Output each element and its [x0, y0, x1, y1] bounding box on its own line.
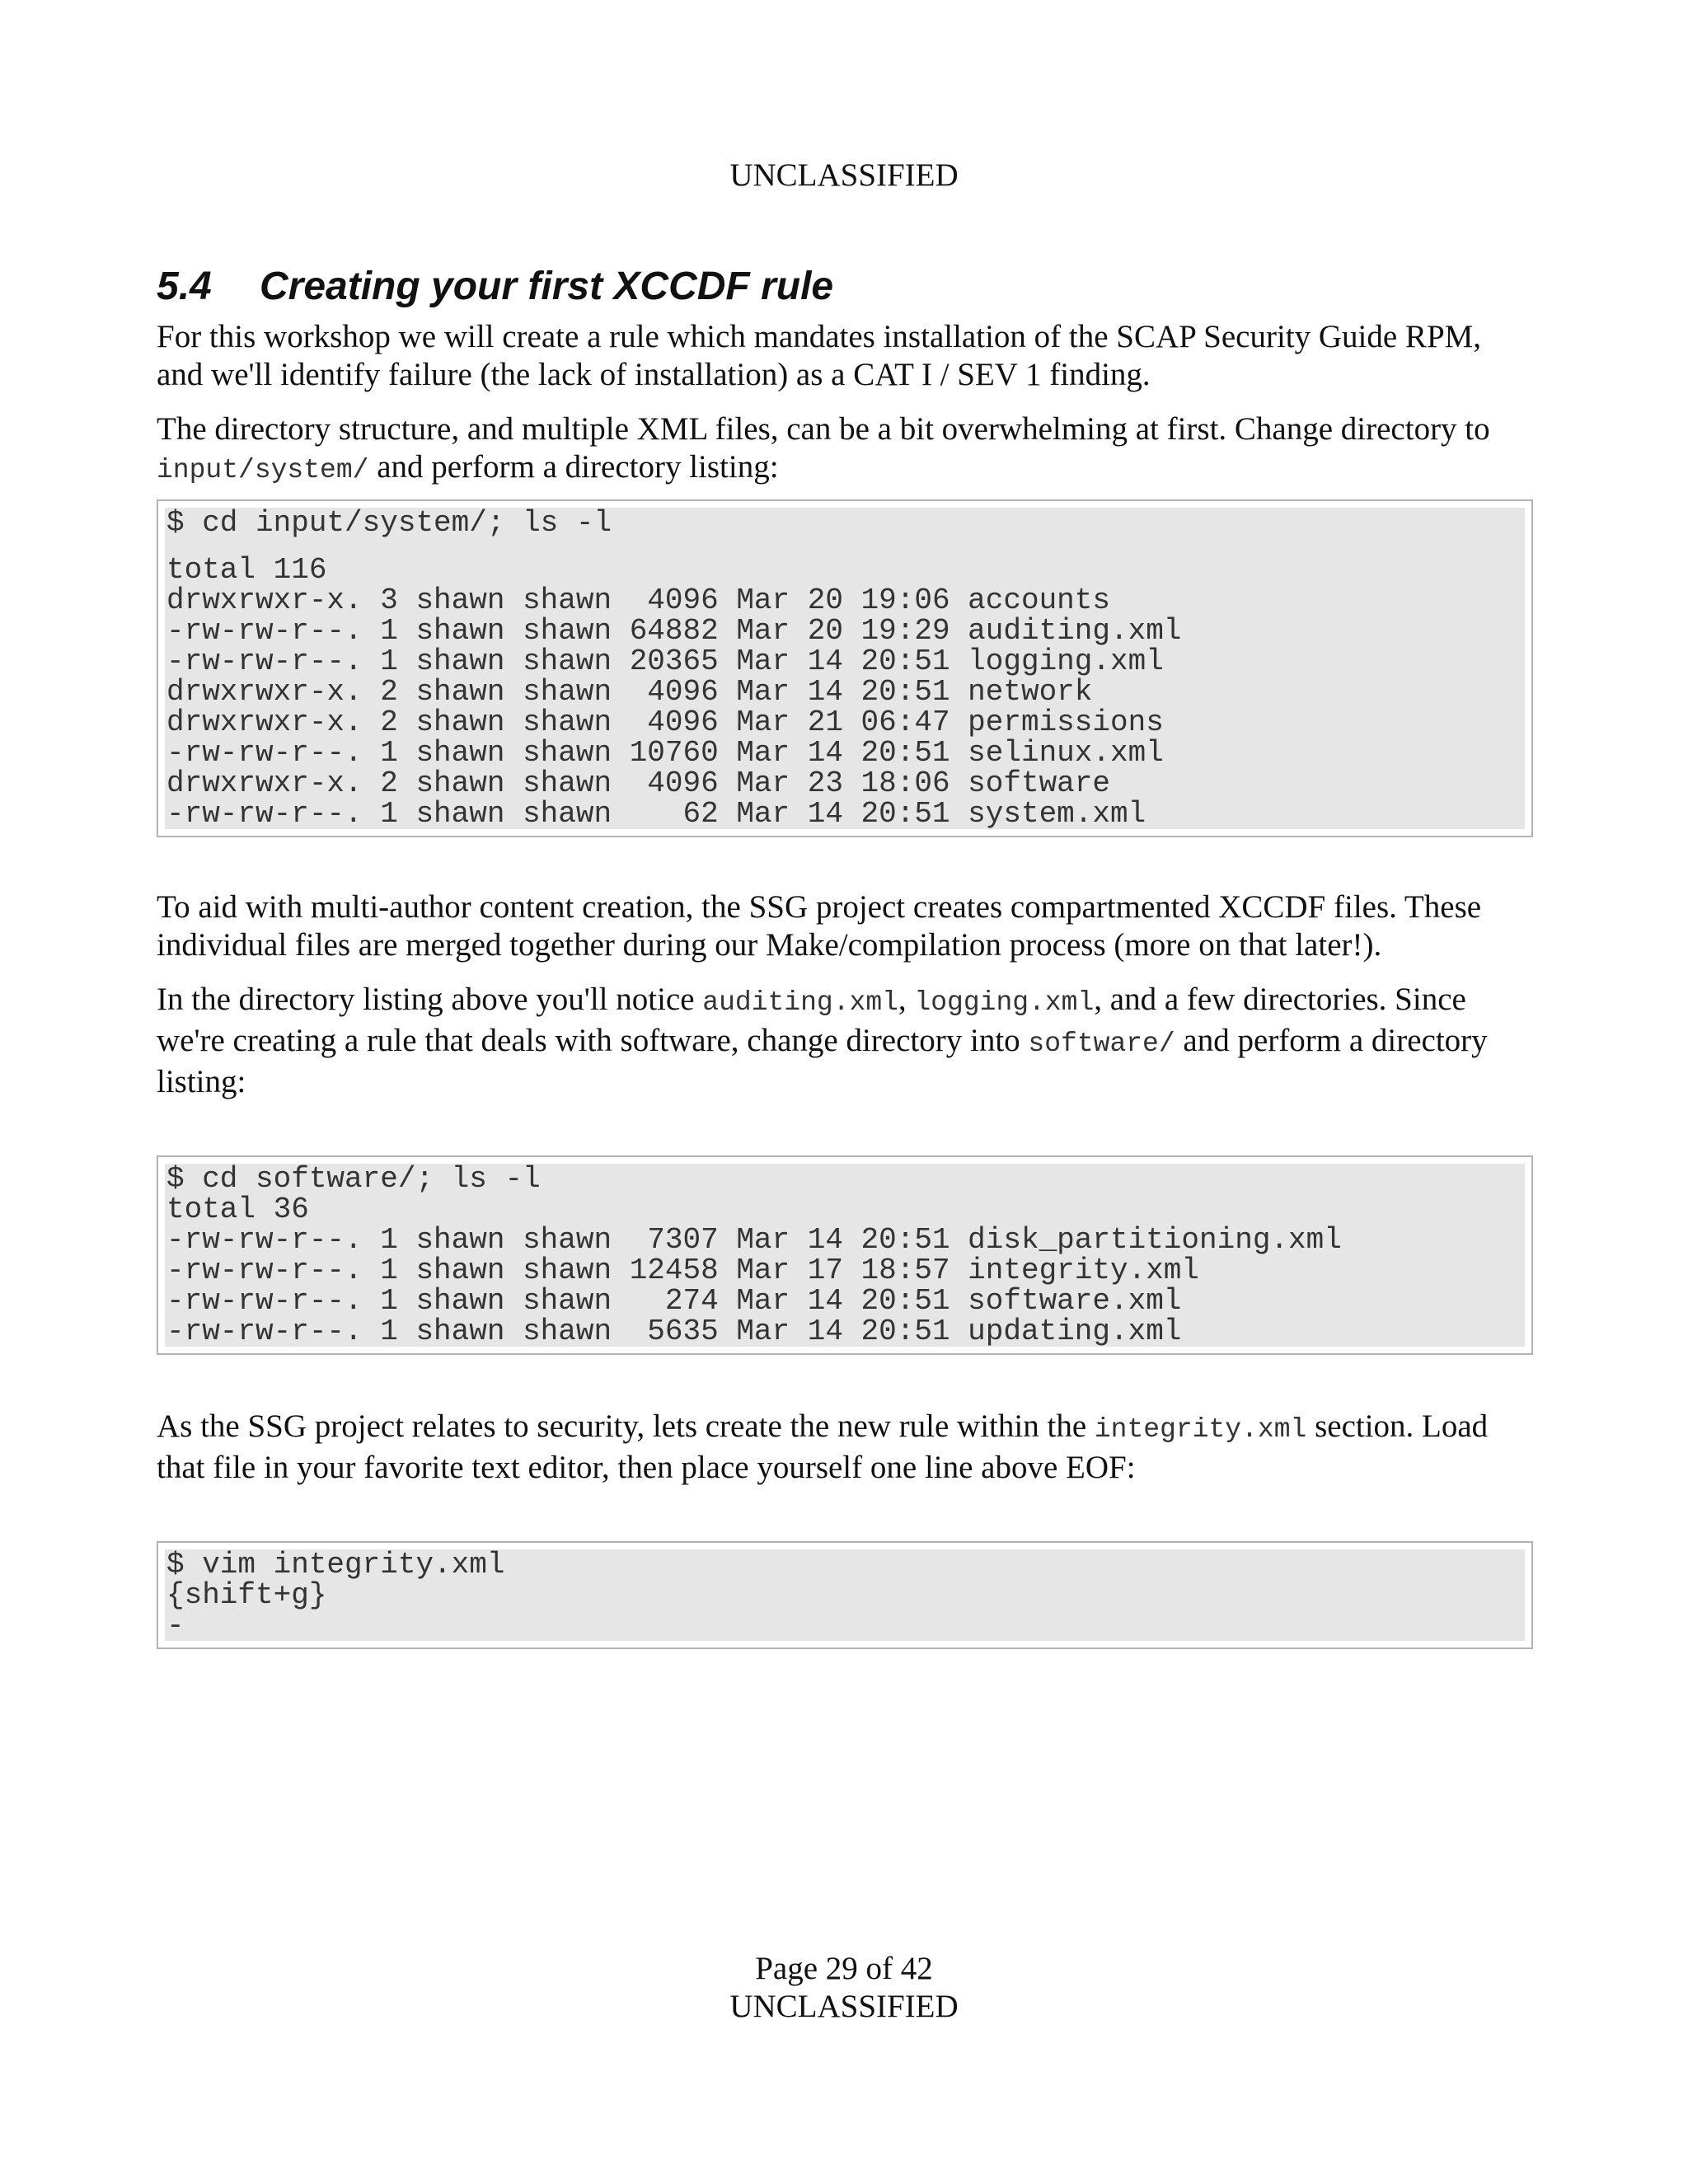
code-block-system-content: [165, 508, 1525, 829]
code-line: -rw-rw-r--. 1 shawn shawn 274 Mar 14 20:51 software.xml: [166, 1284, 1182, 1318]
code-line: -rw-rw-r--. 1 shawn shawn 64882 Mar 20 19:29 auditing.xml: [166, 614, 1182, 648]
p4-code-software: software/: [1028, 1029, 1175, 1059]
p2-text-before: The directory structure, and multiple XML files, can be a bit overwhelming at first. Change directory to: [157, 411, 1490, 447]
code-line: -rw-rw-r--. 1 shawn shawn 7307 Mar 14 20:51 disk_partitioning.xml: [166, 1223, 1342, 1257]
p4-text-b: ,: [898, 982, 915, 1017]
p2-text-after: and perform a directory listing:: [368, 449, 779, 485]
footer-classification: UNCLASSIFIED: [729, 1989, 959, 2024]
code-line: -rw-rw-r--. 1 shawn shawn 5635 Mar 14 20:51 updating.xml: [166, 1315, 1182, 1347]
code-block-software-content: [165, 1164, 1525, 1347]
header-classification: UNCLASSIFIED: [729, 157, 959, 193]
code-blank-line: [166, 538, 1523, 555]
code-line: $ cd software/; ls -l: [166, 1164, 541, 1196]
p4-text-c: , and a few directories. Since we're creating a rule that deals with software, change directory into: [157, 982, 1466, 1058]
p4-text-a: In the directory listing above you'll notice: [157, 982, 703, 1017]
code-block-software-listing: [157, 1155, 1533, 1355]
paragraph-compartmented: To aid with multi-author content creation, the SSG project creates compartmented XCCDF files. These individual files are merged together during our Make/compilation process (more on that later!).: [157, 889, 1482, 963]
code-line: drwxrwxr-x. 2 shawn shawn 4096 Mar 14 20:51 network: [166, 675, 1093, 709]
code-line: -rw-rw-r--. 1 shawn shawn 12458 Mar 17 18:57 integrity.xml: [166, 1254, 1200, 1287]
section-number: 5.4: [157, 265, 212, 308]
code-block-system-listing: [157, 499, 1533, 837]
intro-paragraph-2: [157, 410, 1533, 490]
p4-code-logging: logging.xml: [914, 987, 1095, 1018]
code-line: -: [166, 1609, 185, 1641]
code-line: total 116: [166, 553, 327, 587]
code-line: $ cd input/system/; ls -l: [166, 508, 612, 540]
code-line: $ vim integrity.xml: [166, 1549, 505, 1582]
section-title: Creating your first XCCDF rule: [260, 265, 834, 308]
code-lines-container: [166, 555, 1523, 829]
code-line: -rw-rw-r--. 1 shawn shawn 20365 Mar 14 20:51 logging.xml: [166, 644, 1164, 678]
p5-text-b: section. Load that file in your favorite text editor, then place yourself one line above EOF:: [157, 1408, 1489, 1485]
code-line: drwxrwxr-x. 2 shawn shawn 4096 Mar 23 18:06 software: [166, 766, 1110, 800]
page-number: Page 29 of 42: [755, 1951, 933, 1986]
code-line: -rw-rw-r--. 1 shawn shawn 62 Mar 14 20:51 system.xml: [166, 797, 1146, 829]
p5-text-a: As the SSG project relates to security, lets create the new rule within the: [157, 1408, 1095, 1444]
code-block-vim-content: [165, 1549, 1525, 1641]
code-line: total 36: [166, 1193, 309, 1226]
paragraph-integrity: [157, 1408, 1533, 1487]
code-line: -rw-rw-r--. 1 shawn shawn 10760 Mar 14 20:51 selinux.xml: [166, 736, 1164, 770]
code-block-vim: [157, 1541, 1533, 1649]
code-line: drwxrwxr-x. 2 shawn shawn 4096 Mar 21 06:47 permissions: [166, 705, 1164, 739]
paragraph-directory-listing: [157, 981, 1533, 1101]
p4-code-auditing: auditing.xml: [702, 987, 898, 1018]
section-heading: [157, 262, 1533, 312]
p4-text-d: and perform a directory listing:: [157, 1023, 1488, 1099]
page-footer: [0, 1950, 1688, 2026]
intro-paragraph-1: For this workshop we will create a rule which mandates installation of the SCAP Security Guide RPM, and we'll identify failure (the lack of installation) as a CAT I / SEV 1 finding.: [157, 319, 1482, 392]
code-line: drwxrwxr-x. 3 shawn shawn 4096 Mar 20 19:06 accounts: [166, 583, 1110, 617]
page-content: [157, 262, 1533, 1649]
p2-inline-code: input/system/: [157, 455, 369, 485]
code-line: {shift+g}: [166, 1578, 327, 1612]
p5-code-integrity: integrity.xml: [1094, 1414, 1307, 1445]
